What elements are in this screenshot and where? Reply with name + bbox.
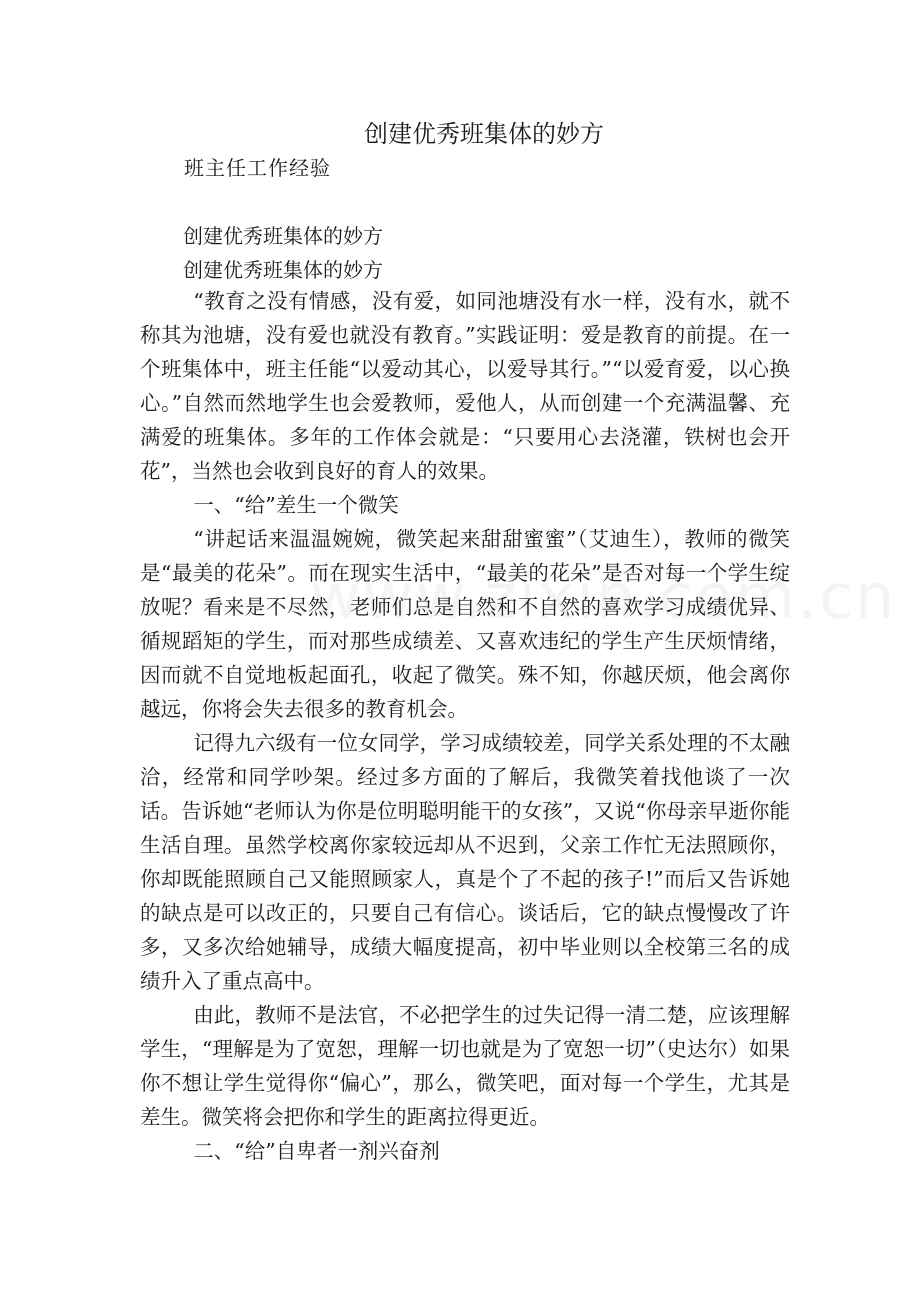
document-subtitle: 班主任工作经验: [184, 156, 331, 180]
section-heading-2: 二、“给”自卑者一剂兴奋剂: [193, 1139, 440, 1163]
paragraph-smile: “讲起话来温温婉婉，微笑起来甜甜蜜蜜”（艾迪生），教师的微笑是“最美的花朵”。而在现实生活中，“最美的花朵”是否对每一个学生绽放呢？看来是不尽然，老师们总是自然和不自然的喜欢学习成绩优异、循规蹈矩的学生，而对那些成绩差、又喜欢违纪的学生产生厌烦情绪，因而就不自觉地板起面孔，收起了微笑。殊不知，你越厌烦，他会离你越远，你将会失去很多的教育机会。: [140, 527, 790, 721]
paragraph-story: 记得九六级有一位女同学，学习成绩较差，同学关系处理的不太融洽，经常和同学吵架。经过多方面的了解后，我微笑着找他谈了一次话。告诉她“老师认为你是位明聪明能干的女孩”，又说“你母亲早逝你能生活自理。虽然学校离你家较远却从不迟到，父亲工作忙无法照顾你，你却既能照顾自己又能照顾家人，真是个了不起的孩子!”而后又告诉她的缺点是可以改正的，只要自己有信心。谈话后，它的缺点慢慢改了许多，又多次给她辅导，成绩大幅度提高，初中毕业则以全校第三名的成绩升入了重点高中。: [140, 731, 790, 993]
repeated-title-1: 创建优秀班集体的妙方: [183, 224, 383, 248]
document-body: [140, 284, 790, 1168]
repeated-title-2: 创建优秀班集体的妙方: [183, 258, 383, 282]
paragraph-intro: “教育之没有情感，没有爱，如同池塘没有水一样，没有水，就不称其为池塘，没有爱也就没有教育。”实践证明：爱是教育的前提。在一个班集体中，班主任能“以爱动其心，以爱导其行。”“以爱育爱，以心换心。”自然而然地学生也会爱教师，爱他人，从而创建一个充满温馨、充满爱的班集体。多年的工作体会就是：“只要用心去浇灌，铁树也会开花”，当然也会收到良好的育人的效果。: [140, 289, 790, 483]
section-heading-1: 一、“给”差生一个微笑: [193, 493, 399, 517]
document-title: 创建优秀班集体的妙方: [364, 120, 604, 148]
paragraph-conclusion: 由此，教师不是法官，不必把学生的过失记得一清二楚，应该理解学生，“理解是为了宽恕，理解一切也就是为了宽恕一切”（史达尔）如果你不想让学生觉得你“偏心”，那么，微笑吧，面对每一个学生，尤其是差生。微笑将会把你和学生的距离拉得更近。: [140, 1003, 790, 1129]
